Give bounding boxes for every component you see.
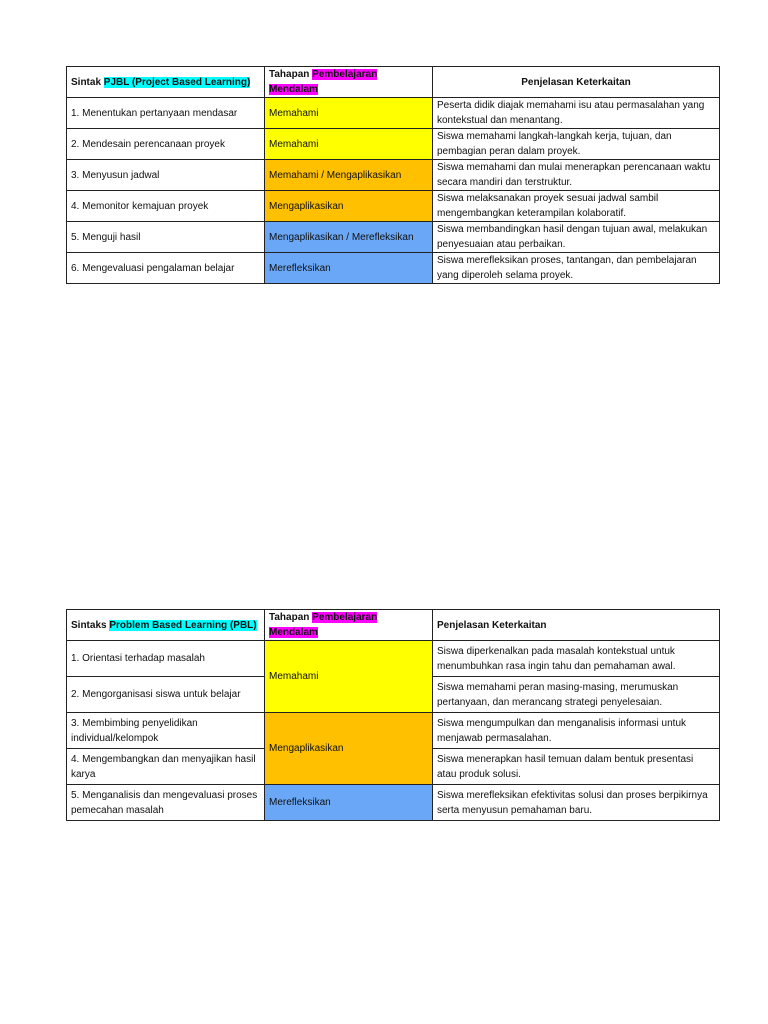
penjelasan-cell: Siswa melaksanakan proyek sesuai jadwal sambil mengembangkan keterampilan kolaboratif.: [433, 191, 720, 222]
sintak-cell: 1. Menentukan pertanyaan mendasar: [67, 98, 265, 129]
header-highlight: Problem Based Learning (PBL): [109, 619, 257, 631]
table-row: [67, 129, 720, 160]
table-header-row: [67, 67, 720, 98]
sintak-cell: 1. Orientasi terhadap masalah: [67, 641, 265, 677]
tahapan-cell: Merefleksikan: [265, 253, 433, 284]
header-prefix: Sintak: [71, 76, 104, 88]
table-row: [67, 641, 720, 677]
header-highlight: Pembelajaran Mendalam: [269, 69, 378, 95]
header-prefix: Tahapan: [269, 612, 313, 623]
penjelasan-cell: Siswa membandingkan hasil dengan tujuan awal, melakukan penyesuaian atau perbaikan.: [433, 222, 720, 253]
penjelasan-cell: Siswa memahami dan mulai menerapkan perencanaan waktu secara mandiri dan terstruktur.: [433, 160, 720, 191]
pbl-table: [66, 609, 720, 821]
penjelasan-cell: Peserta didik diajak memahami isu atau permasalahan yang kontekstual dan menantang.: [433, 98, 720, 129]
header-sintak: [67, 67, 265, 98]
table-row: [67, 160, 720, 191]
table-row: [67, 713, 720, 749]
table-header-row: [67, 610, 720, 641]
header-highlight: Pembelajaran Mendalam: [269, 612, 378, 638]
tahapan-cell: Memahami: [265, 98, 433, 129]
penjelasan-cell: Siswa memahami langkah-langkah kerja, tujuan, dan pembagian peran dalam proyek.: [433, 129, 720, 160]
tahapan-cell: Memahami: [265, 641, 433, 713]
header-highlight: PJBL (Project Based Learning): [103, 76, 251, 88]
header-penjelasan: Penjelasan Keterkaitan: [433, 67, 720, 98]
tahapan-cell: Mengaplikasikan: [265, 713, 433, 785]
sintak-cell: 2. Mendesain perencanaan proyek: [67, 129, 265, 160]
header-sintaks: [67, 610, 265, 641]
header-tahapan: [265, 610, 433, 641]
table-row: [67, 98, 720, 129]
tahapan-cell: Mengaplikasikan: [265, 191, 433, 222]
header-penjelasan: Penjelasan Keterkaitan: [433, 610, 720, 641]
table-row: [67, 253, 720, 284]
tahapan-cell: Memahami: [265, 129, 433, 160]
penjelasan-cell: Siswa memahami peran masing-masing, merumuskan pertanyaan, dan merancang strategi penyelesaian.: [433, 677, 720, 713]
sintak-cell: 3. Membimbing penyelidikan individual/kelompok: [67, 713, 265, 749]
table-row: [67, 222, 720, 253]
sintak-cell: 5. Menguji hasil: [67, 222, 265, 253]
sintak-cell: 2. Mengorganisasi siswa untuk belajar: [67, 677, 265, 713]
tahapan-cell: Merefleksikan: [265, 785, 433, 821]
table-row: [67, 785, 720, 821]
penjelasan-cell: Siswa diperkenalkan pada masalah kontekstual untuk menumbuhkan rasa ingin tahu dan pemahaman awal.: [433, 641, 720, 677]
sintak-cell: 3. Menyusun jadwal: [67, 160, 265, 191]
penjelasan-cell: Siswa merefleksikan efektivitas solusi dan proses berpikirnya serta menyusun pemahaman baru.: [433, 785, 720, 821]
tahapan-cell: Mengaplikasikan / Merefleksikan: [265, 222, 433, 253]
penjelasan-cell: Siswa merefleksikan proses, tantangan, dan pembelajaran yang diperoleh selama proyek.: [433, 253, 720, 284]
header-tahapan: [265, 67, 433, 98]
sintak-cell: 4. Mengembangkan dan menyajikan hasil karya: [67, 749, 265, 785]
sintak-cell: 5. Menganalisis dan mengevaluasi proses pemecahan masalah: [67, 785, 265, 821]
table-row: [67, 191, 720, 222]
header-prefix: Sintaks: [71, 619, 110, 631]
tahapan-cell: Memahami / Mengaplikasikan: [265, 160, 433, 191]
sintak-cell: 4. Memonitor kemajuan proyek: [67, 191, 265, 222]
pjbl-table: [66, 66, 720, 284]
header-prefix: Tahapan: [269, 69, 313, 80]
penjelasan-cell: Siswa mengumpulkan dan menganalisis informasi untuk menjawab permasalahan.: [433, 713, 720, 749]
sintak-cell: 6. Mengevaluasi pengalaman belajar: [67, 253, 265, 284]
penjelasan-cell: Siswa menerapkan hasil temuan dalam bentuk presentasi atau produk solusi.: [433, 749, 720, 785]
